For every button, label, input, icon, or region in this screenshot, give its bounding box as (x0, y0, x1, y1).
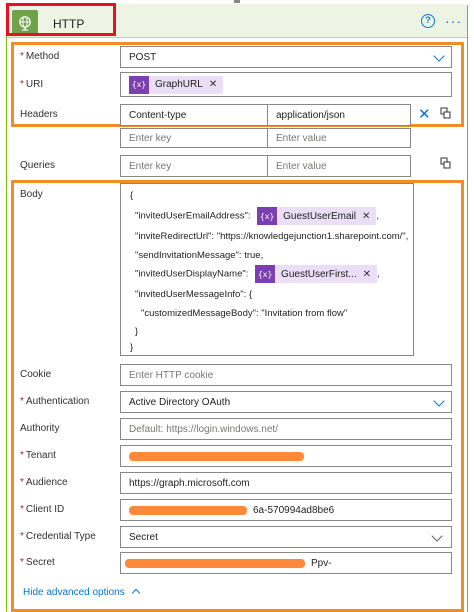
token-label: GraphURL (155, 79, 203, 90)
title-highlight-box (6, 3, 116, 36)
chevron-down-icon (431, 530, 442, 541)
body-open-brace: { (130, 190, 134, 201)
secret-label: * Secret (20, 557, 55, 568)
body-line-sendmsg: "sendInvitationMessage": true, (135, 250, 264, 261)
redaction-mark (129, 506, 247, 515)
body-line-custombody: "customizedMessageBody": "Invitation from flow" (141, 308, 348, 319)
authority-field[interactable]: Default: https://login.windows.net/ (120, 418, 452, 440)
switch-mode-icon[interactable] (440, 107, 451, 119)
headers-label: Headers (20, 109, 58, 120)
body-label: Body (20, 189, 43, 200)
credential-type-label: * Credential Type (20, 531, 96, 542)
redaction-mark (129, 452, 304, 461)
client-id-field[interactable]: 6a-570994ad8be6 (120, 499, 452, 521)
method-dropdown[interactable] (120, 46, 452, 68)
query-value-field[interactable]: Enter value (267, 155, 411, 177)
body-line-msginfo: "invitedUserMessageInfo": { (135, 289, 253, 300)
body-inner-close: } (135, 326, 139, 337)
client-id-label: * Client ID (20, 504, 65, 515)
header-key-field[interactable]: Content-type (120, 104, 268, 126)
cookie-label: Cookie (20, 369, 52, 380)
body-close-brace: } (130, 342, 134, 353)
authentication-dropdown[interactable]: Active Directory OAuth (120, 391, 452, 413)
chevron-up-icon (132, 589, 140, 597)
uri-label: * URI (20, 79, 44, 90)
uri-field[interactable] (120, 72, 452, 97)
expression-icon: {x} (129, 76, 149, 94)
credential-type-dropdown[interactable]: Secret (120, 526, 452, 548)
audience-label: * Audience (20, 477, 68, 488)
remove-token-icon[interactable]: ✕ (361, 210, 371, 222)
header-value-field[interactable]: application/json (267, 104, 411, 126)
method-value: POST (129, 51, 157, 63)
header-value-empty[interactable]: Enter value (267, 128, 411, 148)
chevron-down-icon (433, 50, 444, 61)
guestuseremail-token[interactable]: {x} GuestUserEmail ✕ (257, 207, 376, 225)
ellipsis-icon[interactable]: ··· (445, 13, 462, 29)
expression-icon: {x} (255, 265, 275, 283)
queries-label: Queries (20, 160, 56, 171)
switch-mode-icon[interactable] (440, 157, 451, 169)
method-label: * Method (20, 51, 60, 62)
body-editor[interactable] (120, 183, 414, 356)
header-key-empty[interactable]: Enter key (120, 128, 268, 148)
audience-field[interactable]: https://graph.microsoft.com (120, 472, 452, 494)
body-line-email: "invitedUserEmailAddress": {x} GuestUserEmail ✕ , (135, 207, 379, 225)
tenant-field[interactable] (120, 445, 452, 467)
redaction-mark (125, 559, 305, 568)
delete-row-icon[interactable]: ✕ (418, 106, 431, 123)
hide-advanced-options-link[interactable]: Hide advanced options (23, 587, 139, 598)
guestuserfirst-token[interactable]: {x} GuestUserFirst... ✕ (255, 265, 377, 283)
secret-field[interactable]: Ppv- (120, 552, 452, 574)
connector-dot (234, 0, 240, 3)
authority-label: Authority (20, 423, 60, 434)
chevron-down-icon (433, 395, 444, 406)
question-icon[interactable]: ? (421, 14, 435, 28)
body-line-redirect: "inviteRedirectUrl": "https://knowledgejunction1.sharepoint.com/", (135, 231, 409, 242)
remove-token-icon[interactable]: ✕ (208, 79, 218, 90)
authentication-label: * Authentication (20, 396, 90, 407)
query-key-field[interactable]: Enter key (120, 155, 268, 177)
cookie-field[interactable]: Enter HTTP cookie (120, 364, 452, 386)
graphurl-token[interactable] (129, 76, 223, 94)
body-line-displayname: "invitedUserDisplayName": {x} GuestUserFirst... ✕ , (135, 265, 380, 283)
expression-icon: {x} (257, 207, 277, 225)
action-title: HTTP (53, 17, 85, 31)
tenant-label: * Tenant (20, 450, 56, 461)
remove-token-icon[interactable]: ✕ (362, 268, 372, 280)
